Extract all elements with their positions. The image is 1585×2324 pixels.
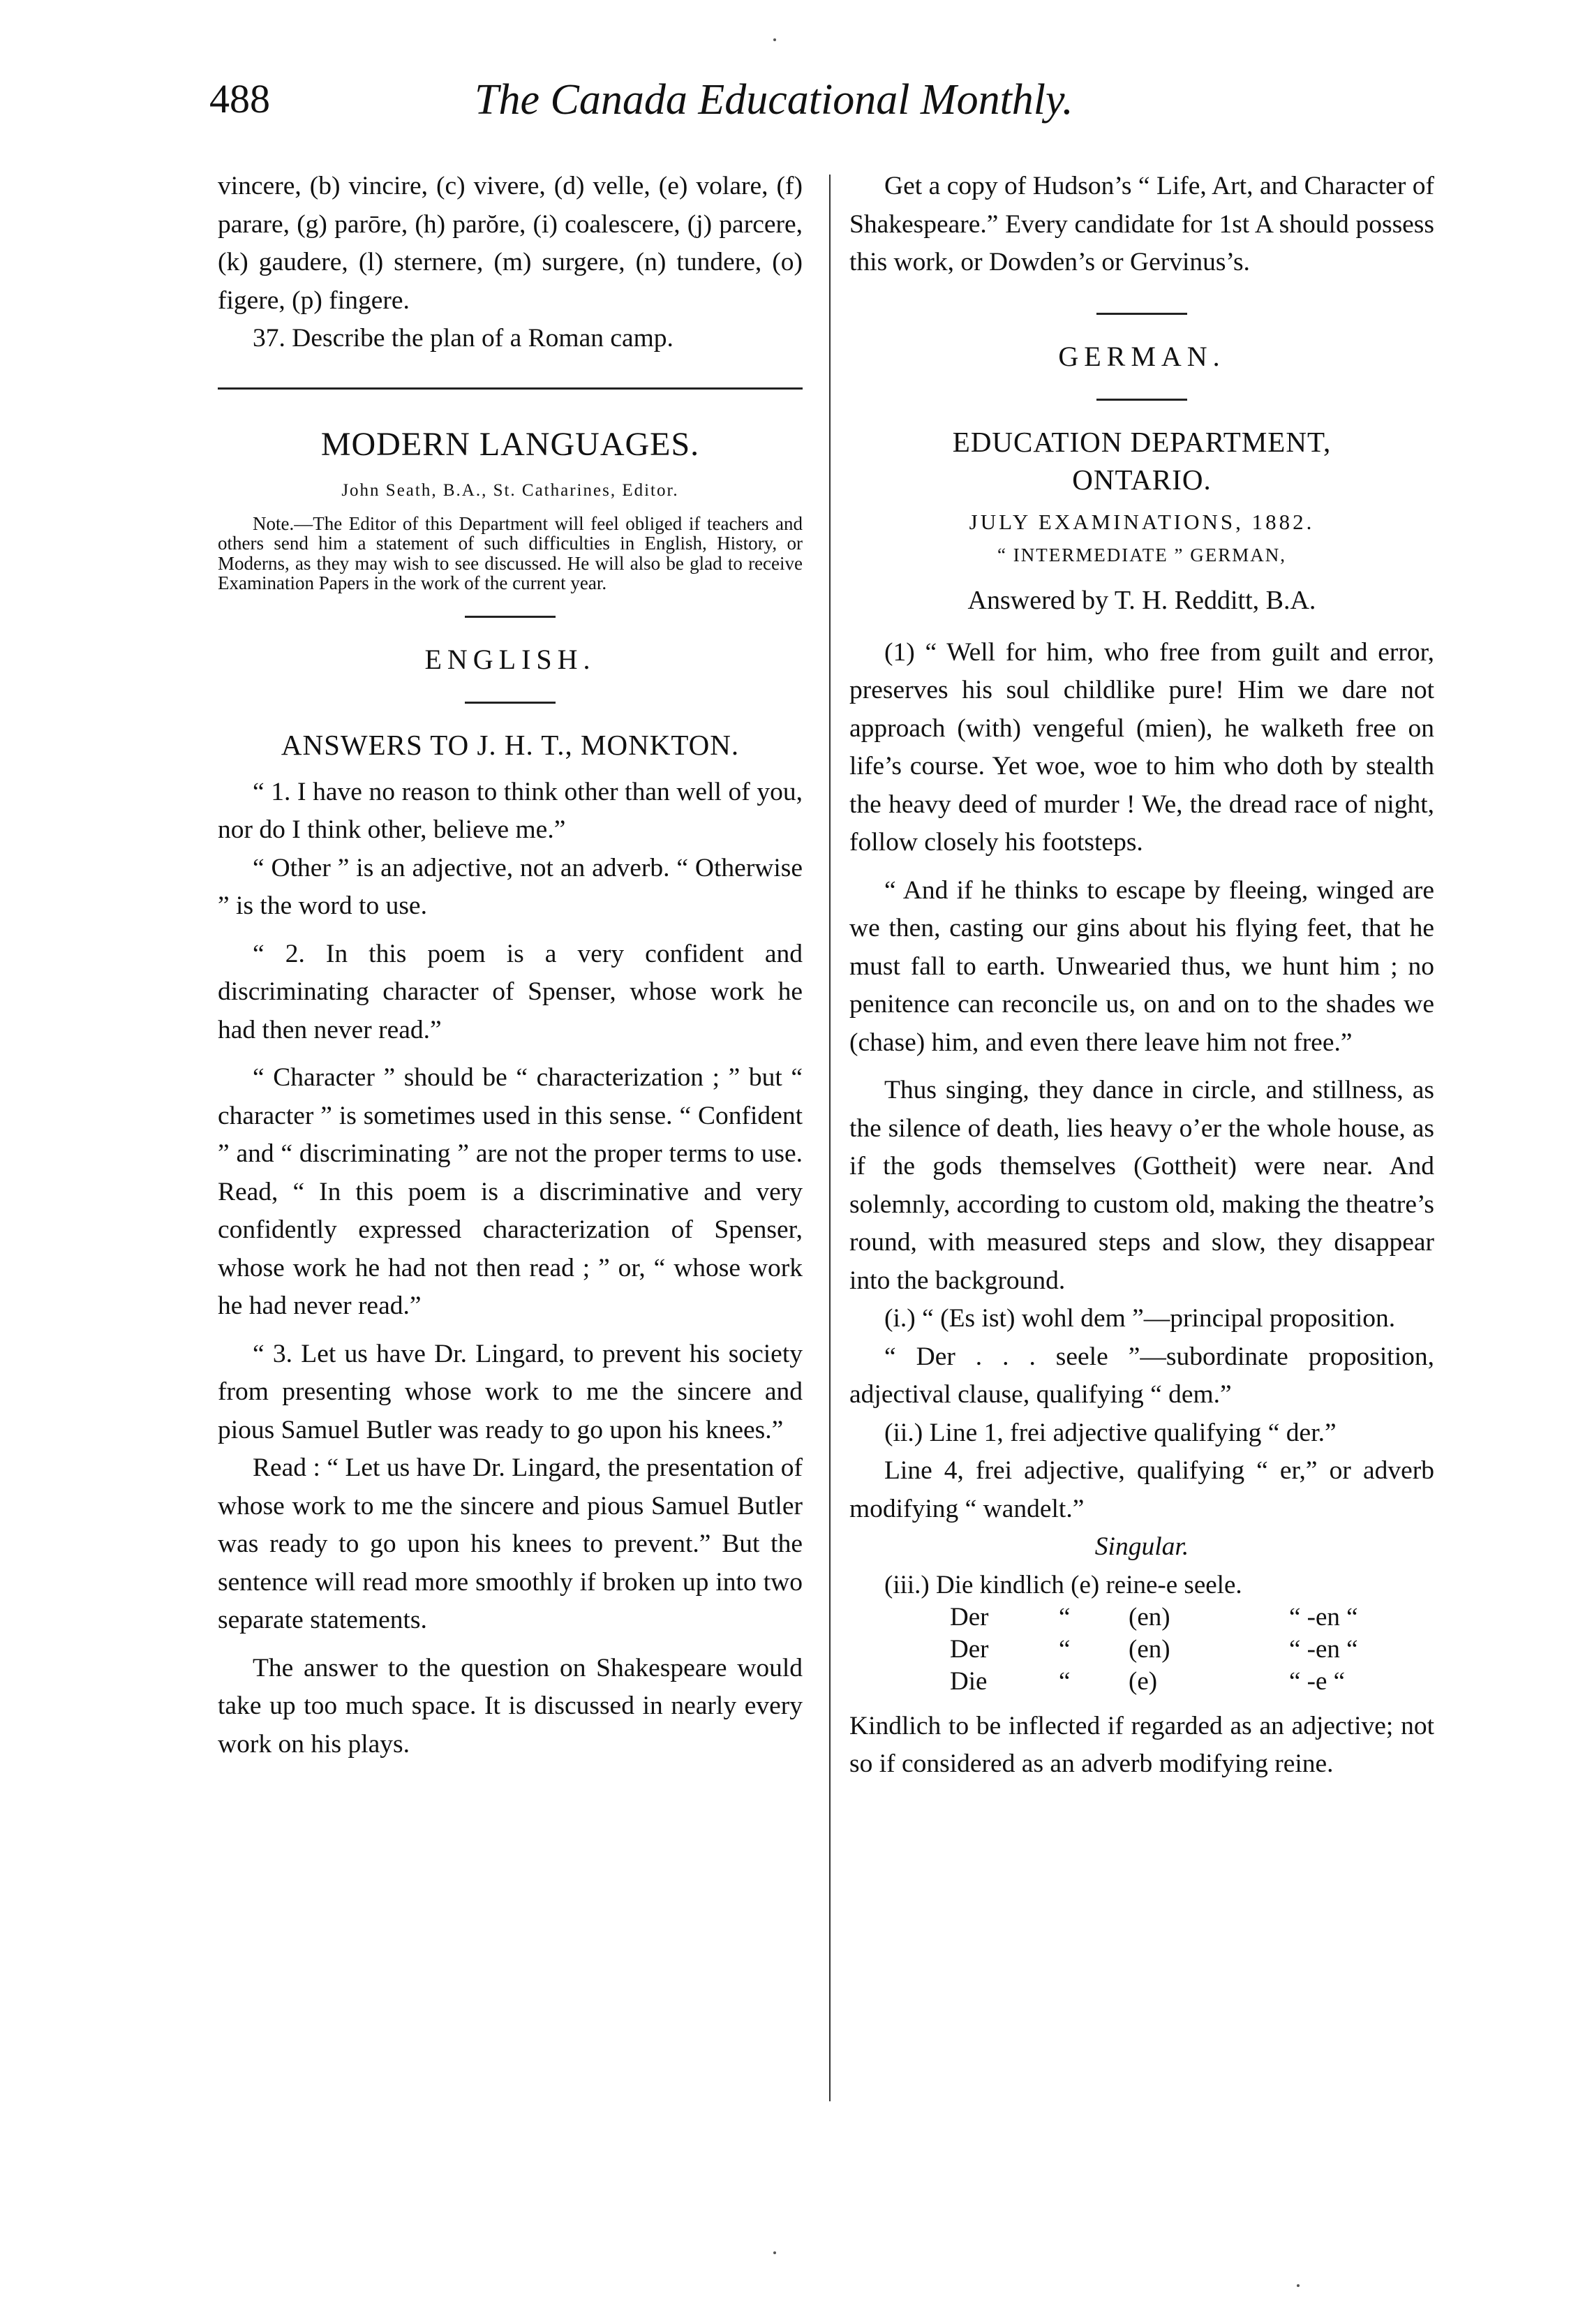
section-rule — [218, 387, 803, 390]
answer-2-quote: “ 2. In this poem is a very confident and discriminating character of Spenser, whose work he had then never read.” — [218, 939, 803, 1044]
ontario-heading: ONTARIO. — [1072, 463, 1212, 496]
declension-row: Der “ (en) “ -en “ — [950, 1602, 1358, 1631]
print-speck — [773, 38, 776, 41]
page-number: 488 — [209, 76, 270, 121]
declension-row: Die “ (e) “ -e “ — [950, 1666, 1346, 1696]
right-column — [849, 168, 1434, 1784]
print-speck — [1297, 2284, 1300, 2287]
declension-row: Der “ (en) “ -en “ — [950, 1634, 1358, 1664]
translation-paragraph-3: Thus singing, they dance in circle, and stillness, as the silence of death, lies heavy o’er the whole house, as if the gods themselves (Gottheit) were near. And solemnly, according to custom old, making the theatre’s round, with measured steps and slow, they disappear into the background. — [849, 1076, 1435, 1295]
translation-paragraph-1: (1) “ Well for him, who free from guilt and error, preserves his soul childlike pure! Him we dare not approach (with) vengeful (mien), he walketh free on life’s course. Yet woe, woe to him who doth by stealth the heavy deed of murder ! We, the dread race of night, follow closely his footsteps. — [849, 637, 1434, 857]
short-rule — [1096, 399, 1187, 401]
kindlich-note: Kindlich to be inflected if regarded as an adjective; not so if considered as an adverb modifying reine. — [849, 1711, 1434, 1778]
answer-1-text: “ Other ” is an adjective, not an adverb. “ Otherwise ” is the word to use. — [218, 853, 803, 920]
print-speck — [773, 2251, 776, 2254]
education-department-heading: EDUCATION DEPARTMENT, — [952, 425, 1332, 458]
answers-heading: ANSWERS TO J. H. T., MONKTON. — [281, 728, 740, 761]
analysis-ii: (ii.) Line 1, frei adjective qualifying “ der.” — [884, 1418, 1337, 1447]
analysis-i: (i.) “ (Es ist) wohl dem ”—principal proposition. — [884, 1304, 1396, 1333]
editor-note: Note.—The Editor of this Department will feel obliged if teachers and others send him a statement of such difficulties in English, History, or Moderns, as they may wish to see discussed. He will also be glad to receive Examination Papers in the work of the current year. — [218, 512, 803, 593]
german-heading: GERMAN. — [1058, 340, 1226, 372]
modern-languages-heading: MODERN LANGUAGES. — [320, 425, 700, 463]
short-rule — [1096, 313, 1187, 315]
latin-verb-list: vincere, (b) vincire, (c) vivere, (d) velle, (e) volare, (f) parare, (g) parōre, (h) parŏre, (i) coalescere, (j) parcere, (k) gaudere, (l) sternere, (m) surgere, (n) tundere, (o) figere, (p) fingere. — [218, 172, 803, 315]
running-title: The Canada Educational Monthly. — [475, 76, 1073, 124]
july-examinations: JULY EXAMINATIONS, 1882. — [969, 509, 1315, 534]
answer-3-quote: “ 3. Let us have Dr. Lingard, to prevent his society from presenting whose work to me the sincere and pious Samuel Butler was ready to go upon his knees.” — [218, 1339, 803, 1444]
answer-2-text: “ Character ” should be “ characterization ; ” but “ character ” is sometimes used in this sense. “ Confident ” and “ discriminating ” are not the proper terms to use. Read, “ In this poem is a discriminative and very confidently expressed characterization of Spenser, whose work he had not then read ; ” or, “ whose work he had never read.” — [218, 1063, 803, 1320]
answer-1-quote: “ 1. I have no reason to think other than well of you, nor do I think other, believe me.” — [218, 777, 803, 844]
translation-paragraph-2: “ And if he thinks to escape by fleeing, winged are we then, casting our gins about his flying feet, that he must fall to earth. Unwearied thus, we hunt him ; no penitence can reconcile us, on and on to the shades we (chase) him, and even there leave him not free.” — [849, 875, 1434, 1057]
question-37: 37. Describe the plan of a Roman camp. — [253, 324, 674, 353]
hudson-recommendation: Get a copy of Hudson’s “ Life, Art, and Character of Shakespeare.” Every candidate for 1st A should possess this work, or Dowden’s or Gervinus’s. — [849, 172, 1434, 276]
shakespeare-note: The answer to the question on Shakespeare would take up too much space. It is discussed in nearly every work on his plays. — [218, 1653, 803, 1759]
singular-label: Singular. — [1094, 1532, 1189, 1561]
page-header — [209, 75, 1445, 145]
declension-first-row: (iii.) Die kindlich (e) reine-e seele. — [884, 1570, 1242, 1599]
short-rule — [465, 702, 556, 704]
declension-table — [849, 1569, 1434, 1698]
answer-3-text: Read : “ Let us have Dr. Lingard, the presentation of whose work to me the sincere and pious Samuel Butler was ready to go upon his knees to prevent.” But the sentence will read more smoothly if broken up into two separate statements. — [218, 1453, 803, 1634]
column-divider — [829, 175, 831, 2101]
intermediate-german: “ INTERMEDIATE ” GERMAN, — [997, 544, 1286, 565]
editor-line: John Seath, B.A., St. Catharines, Editor. — [341, 480, 679, 500]
english-heading: ENGLISH. — [424, 643, 596, 675]
analysis-der-seele: “ Der . . . seele ”—subordinate proposition, adjectival clause, qualifying “ dem.” — [849, 1342, 1434, 1409]
short-rule — [465, 616, 556, 618]
answered-by: Answered by T. H. Redditt, B.A. — [967, 585, 1316, 615]
left-column — [218, 168, 803, 1763]
analysis-line-4: Line 4, frei adjective, qualifying “ er,” or adverb modifying “ wandelt.” — [849, 1456, 1434, 1523]
